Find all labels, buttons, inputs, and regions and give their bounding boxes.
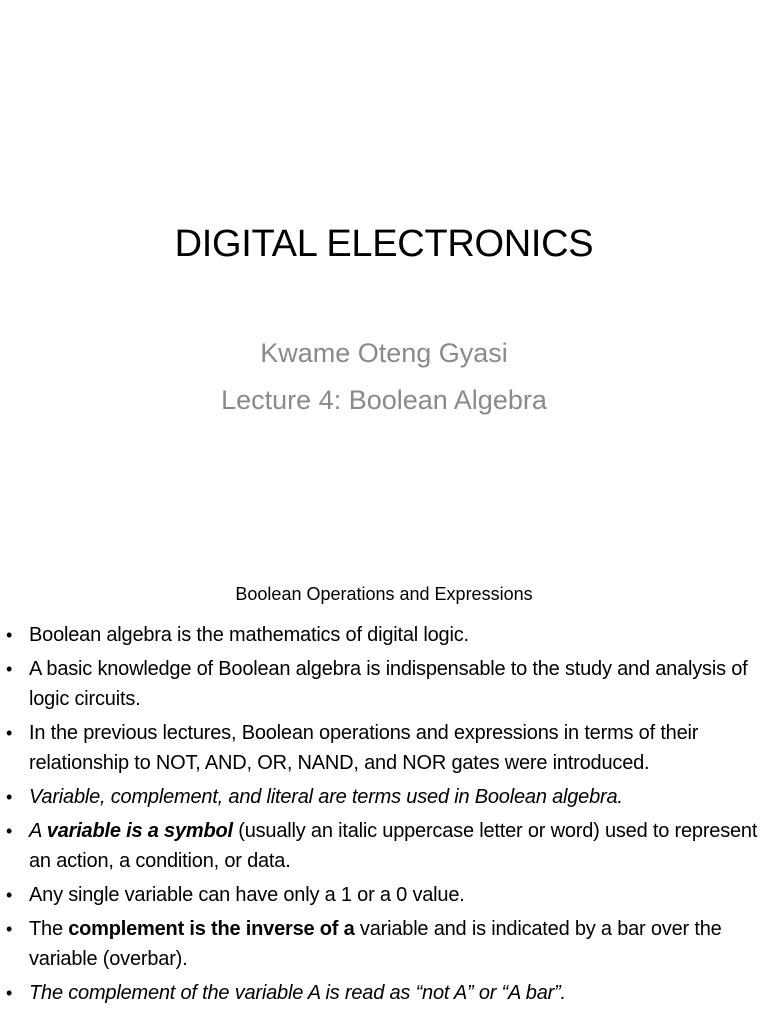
list-item — [0, 718, 768, 778]
slide-title: DIGITAL ELECTRONICS — [174, 223, 594, 265]
list-item — [0, 654, 768, 714]
bullet-text: A basic knowledge of Boolean algebra is indispensable to the study and analysis of logic circuits. — [29, 658, 748, 710]
bullet-icon: • — [6, 885, 13, 905]
bullet-text-rest: (usually an italic uppercase letter or word) used to represent an action, a condition, or data. — [29, 820, 758, 872]
list-item — [0, 880, 768, 910]
bullet-icon: • — [6, 919, 13, 939]
bullet-text: Boolean algebra is the mathematics of digital logic. — [29, 624, 469, 646]
bullet-icon: • — [6, 659, 13, 679]
author-name: Kwame Oteng Gyasi — [260, 338, 508, 368]
bullet-list — [0, 620, 768, 1012]
bullet-icon: • — [6, 625, 13, 645]
bullet-text-lead: A — [29, 820, 47, 842]
bullet-text-emphasis: variable is a symbol — [46, 820, 233, 842]
list-item — [0, 782, 768, 812]
lecture-subtitle: Lecture 4: Boolean Algebra — [221, 385, 547, 415]
bullet-icon: • — [6, 723, 13, 743]
bullet-text: Any single variable can have only a 1 or a 0 value. — [29, 884, 465, 906]
list-item — [0, 978, 768, 1008]
bullet-text: The complement of the variable A is read as “not A” or “A bar”. — [29, 982, 566, 1004]
bullet-text: Variable, complement, and literal are terms used in Boolean algebra. — [29, 786, 623, 808]
list-item — [0, 620, 768, 650]
list-item — [0, 816, 768, 876]
slide-heading: Boolean Operations and Expressions — [235, 584, 533, 604]
bullet-icon: • — [6, 983, 13, 1003]
bullet-icon: • — [6, 821, 13, 841]
bullet-text: In the previous lectures, Boolean operations and expressions in terms of their relationship to NOT, AND, OR, NAND, and NOR gates were introduced. — [29, 722, 699, 774]
content-slide — [0, 576, 768, 1024]
bullet-icon: • — [6, 787, 13, 807]
list-item — [0, 914, 768, 974]
bullet-text-emphasis: complement is the inverse of a — [68, 918, 355, 940]
bullet-text-rest: variable and is indicated by a bar over the variable (overbar). — [29, 918, 722, 970]
bullet-text-lead: The — [29, 918, 69, 940]
